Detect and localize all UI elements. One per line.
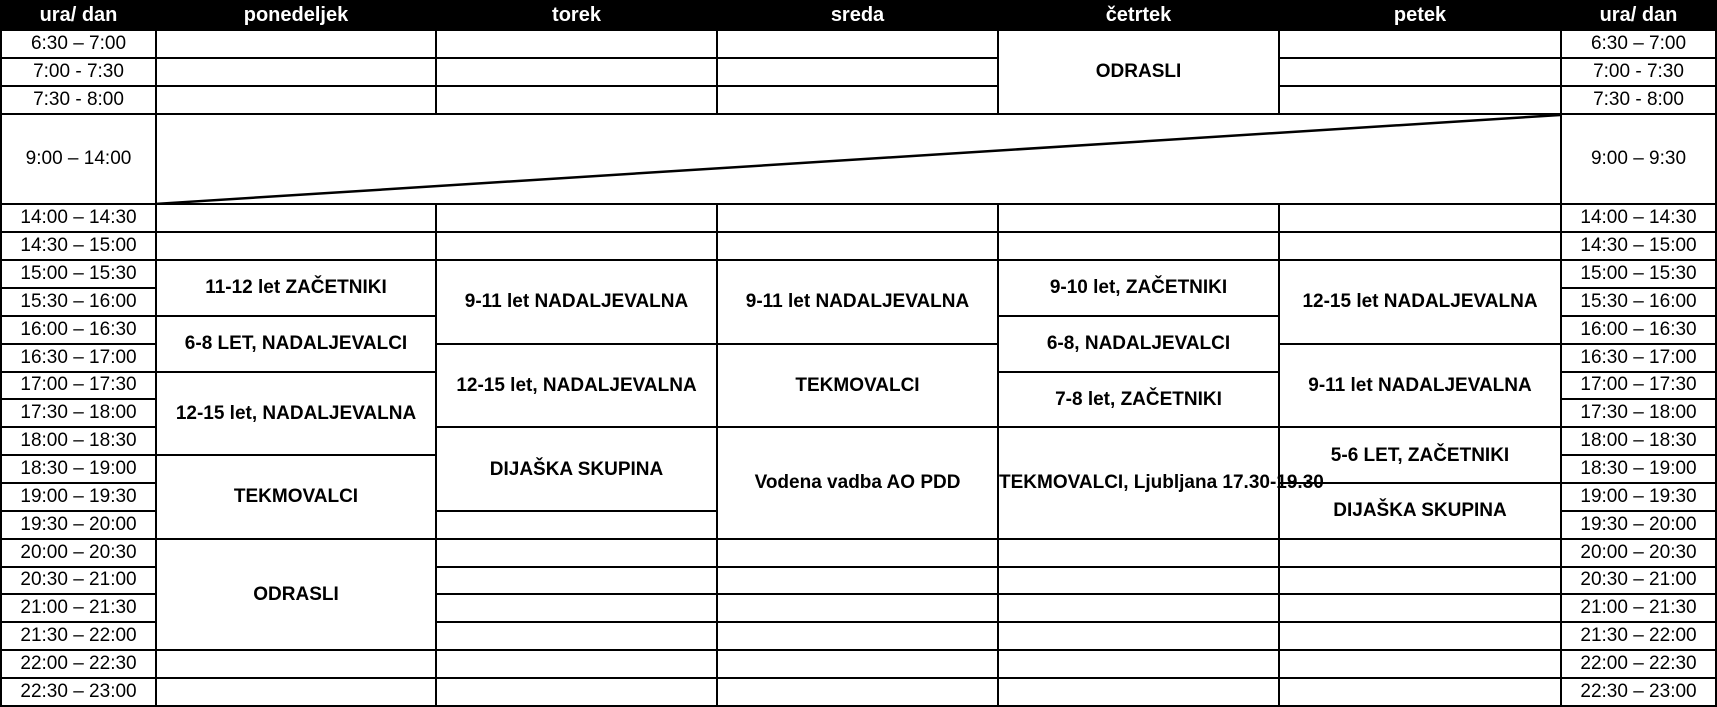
empty-slot (156, 58, 436, 86)
empty-slot (717, 30, 998, 58)
empty-slot (1279, 594, 1561, 622)
empty-slot (1279, 86, 1561, 114)
empty-slot (436, 511, 717, 539)
empty-slot (436, 650, 717, 678)
time-label-right: 17:30 – 18:00 (1561, 399, 1716, 427)
day-header-thursday: četrtek (998, 1, 1279, 30)
empty-slot (156, 650, 436, 678)
time-label-right: 16:00 – 16:30 (1561, 316, 1716, 344)
day-header-friday: petek (1279, 1, 1561, 30)
time-label-right: 7:00 - 7:30 (1561, 58, 1716, 86)
time-label: 17:30 – 18:00 (1, 399, 156, 427)
time-label-right: 6:30 – 7:00 (1561, 30, 1716, 58)
empty-slot (998, 539, 1279, 567)
empty-slot (436, 30, 717, 58)
time-label-right: 19:30 – 20:00 (1561, 511, 1716, 539)
empty-slot (1279, 622, 1561, 650)
time-row (1, 114, 1716, 205)
empty-slot (436, 58, 717, 86)
empty-slot (717, 678, 998, 706)
class-block: 9-11 let NADALJEVALNA (717, 260, 998, 344)
empty-slot (998, 232, 1279, 260)
empty-slot (998, 650, 1279, 678)
time-row (1, 232, 1716, 260)
class-block: ODRASLI (156, 539, 436, 650)
time-label-right: 19:00 – 19:30 (1561, 483, 1716, 511)
time-label-right: 22:30 – 23:00 (1561, 678, 1716, 706)
class-block: 12-15 let, NADALJEVALNA (156, 372, 436, 456)
time-label-right: 14:30 – 15:00 (1561, 232, 1716, 260)
class-block: 5-6 LET, ZAČETNIKI (1279, 427, 1561, 483)
time-row (1, 678, 1716, 706)
empty-slot (717, 539, 998, 567)
time-row (1, 539, 1716, 567)
empty-slot (1279, 567, 1561, 595)
time-label: 21:00 – 21:30 (1, 594, 156, 622)
empty-slot (436, 622, 717, 650)
time-label-right: 15:30 – 16:00 (1561, 288, 1716, 316)
header-row (1, 1, 1716, 30)
empty-slot (998, 594, 1279, 622)
class-block: 6-8, NADALJEVALCI (998, 316, 1279, 372)
class-block: 11-12 let ZAČETNIKI (156, 260, 436, 316)
time-label-right: 16:30 – 17:00 (1561, 344, 1716, 372)
empty-slot (717, 232, 998, 260)
time-row (1, 260, 1716, 288)
time-label-right: 18:00 – 18:30 (1561, 427, 1716, 455)
empty-slot (717, 567, 998, 595)
class-block: ODRASLI (998, 30, 1279, 114)
time-label-right: 22:00 – 22:30 (1561, 650, 1716, 678)
class-block: TEKMOVALCI (156, 455, 436, 539)
empty-slot (436, 86, 717, 114)
time-label: 16:30 – 17:00 (1, 344, 156, 372)
time-label: 9:00 – 14:00 (1, 114, 156, 205)
day-header-monday: ponedeljek (156, 1, 436, 30)
empty-slot (1279, 539, 1561, 567)
empty-slot (436, 204, 717, 232)
time-label: 20:30 – 21:00 (1, 567, 156, 595)
empty-slot (156, 678, 436, 706)
empty-slot (1279, 30, 1561, 58)
class-block: TEKMOVALCI, Ljubljana 17.30-19.30 (998, 427, 1279, 538)
time-label-right: 18:30 – 19:00 (1561, 455, 1716, 483)
empty-slot (436, 539, 717, 567)
empty-slot (998, 204, 1279, 232)
time-label: 18:00 – 18:30 (1, 427, 156, 455)
class-block: 9-10 let, ZAČETNIKI (998, 260, 1279, 316)
empty-slot (1279, 650, 1561, 678)
diagonal-blank-block (156, 114, 1561, 205)
time-label: 21:30 – 22:00 (1, 622, 156, 650)
empty-slot (717, 650, 998, 678)
empty-slot (717, 622, 998, 650)
empty-slot (436, 232, 717, 260)
time-row (1, 58, 1716, 86)
time-label-right: 15:00 – 15:30 (1561, 260, 1716, 288)
time-label: 14:30 – 15:00 (1, 232, 156, 260)
empty-slot (1279, 678, 1561, 706)
empty-slot (156, 232, 436, 260)
time-label: 6:30 – 7:00 (1, 30, 156, 58)
class-block: Vodena vadba AO PDD (717, 427, 998, 538)
class-block: DIJAŠKA SKUPINA (1279, 483, 1561, 539)
empty-slot (717, 58, 998, 86)
empty-slot (998, 622, 1279, 650)
empty-slot (156, 204, 436, 232)
class-block: 7-8 let, ZAČETNIKI (998, 372, 1279, 428)
time-label-right: 14:00 – 14:30 (1561, 204, 1716, 232)
time-label: 19:00 – 19:30 (1, 483, 156, 511)
empty-slot (1279, 204, 1561, 232)
time-label: 14:00 – 14:30 (1, 204, 156, 232)
time-label-right: 20:30 – 21:00 (1561, 567, 1716, 595)
empty-slot (717, 86, 998, 114)
time-label-right: 21:30 – 22:00 (1561, 622, 1716, 650)
class-block: TEKMOVALCI (717, 344, 998, 428)
empty-slot (998, 567, 1279, 595)
empty-slot (1279, 232, 1561, 260)
class-block: DIJAŠKA SKUPINA (436, 427, 717, 511)
day-header-tuesday: torek (436, 1, 717, 30)
time-row (1, 204, 1716, 232)
time-label: 17:00 – 17:30 (1, 372, 156, 400)
diagonal-line (157, 115, 1560, 204)
time-label: 15:30 – 16:00 (1, 288, 156, 316)
time-row (1, 650, 1716, 678)
time-row (1, 86, 1716, 114)
class-block: 12-15 let, NADALJEVALNA (436, 344, 717, 428)
class-block: 9-11 let NADALJEVALNA (436, 260, 717, 344)
empty-slot (436, 678, 717, 706)
time-label: 18:30 – 19:00 (1, 455, 156, 483)
time-label: 22:30 – 23:00 (1, 678, 156, 706)
class-block: 9-11 let NADALJEVALNA (1279, 344, 1561, 428)
empty-slot (1279, 58, 1561, 86)
time-label: 7:00 - 7:30 (1, 58, 156, 86)
day-header-wednesday: sreda (717, 1, 998, 30)
time-label: 15:00 – 15:30 (1, 260, 156, 288)
time-label-right: 17:00 – 17:30 (1561, 372, 1716, 400)
time-label-right: 9:00 – 9:30 (1561, 114, 1716, 205)
time-row (1, 30, 1716, 58)
empty-slot (717, 594, 998, 622)
time-label: 22:00 – 22:30 (1, 650, 156, 678)
time-label: 16:00 – 16:30 (1, 316, 156, 344)
empty-slot (436, 594, 717, 622)
class-block: 12-15 let NADALJEVALNA (1279, 260, 1561, 344)
time-label: 7:30 - 8:00 (1, 86, 156, 114)
time-label-right: 7:30 - 8:00 (1561, 86, 1716, 114)
empty-slot (156, 86, 436, 114)
time-column-header-right: ura/ dan (1561, 1, 1716, 30)
empty-slot (998, 678, 1279, 706)
time-label-right: 21:00 – 21:30 (1561, 594, 1716, 622)
empty-slot (156, 30, 436, 58)
empty-slot (436, 567, 717, 595)
time-label: 20:00 – 20:30 (1, 539, 156, 567)
empty-slot (717, 204, 998, 232)
time-column-header: ura/ dan (1, 1, 156, 30)
time-label-right: 20:00 – 20:30 (1561, 539, 1716, 567)
class-block: 6-8 LET, NADALJEVALCI (156, 316, 436, 372)
time-label: 19:30 – 20:00 (1, 511, 156, 539)
